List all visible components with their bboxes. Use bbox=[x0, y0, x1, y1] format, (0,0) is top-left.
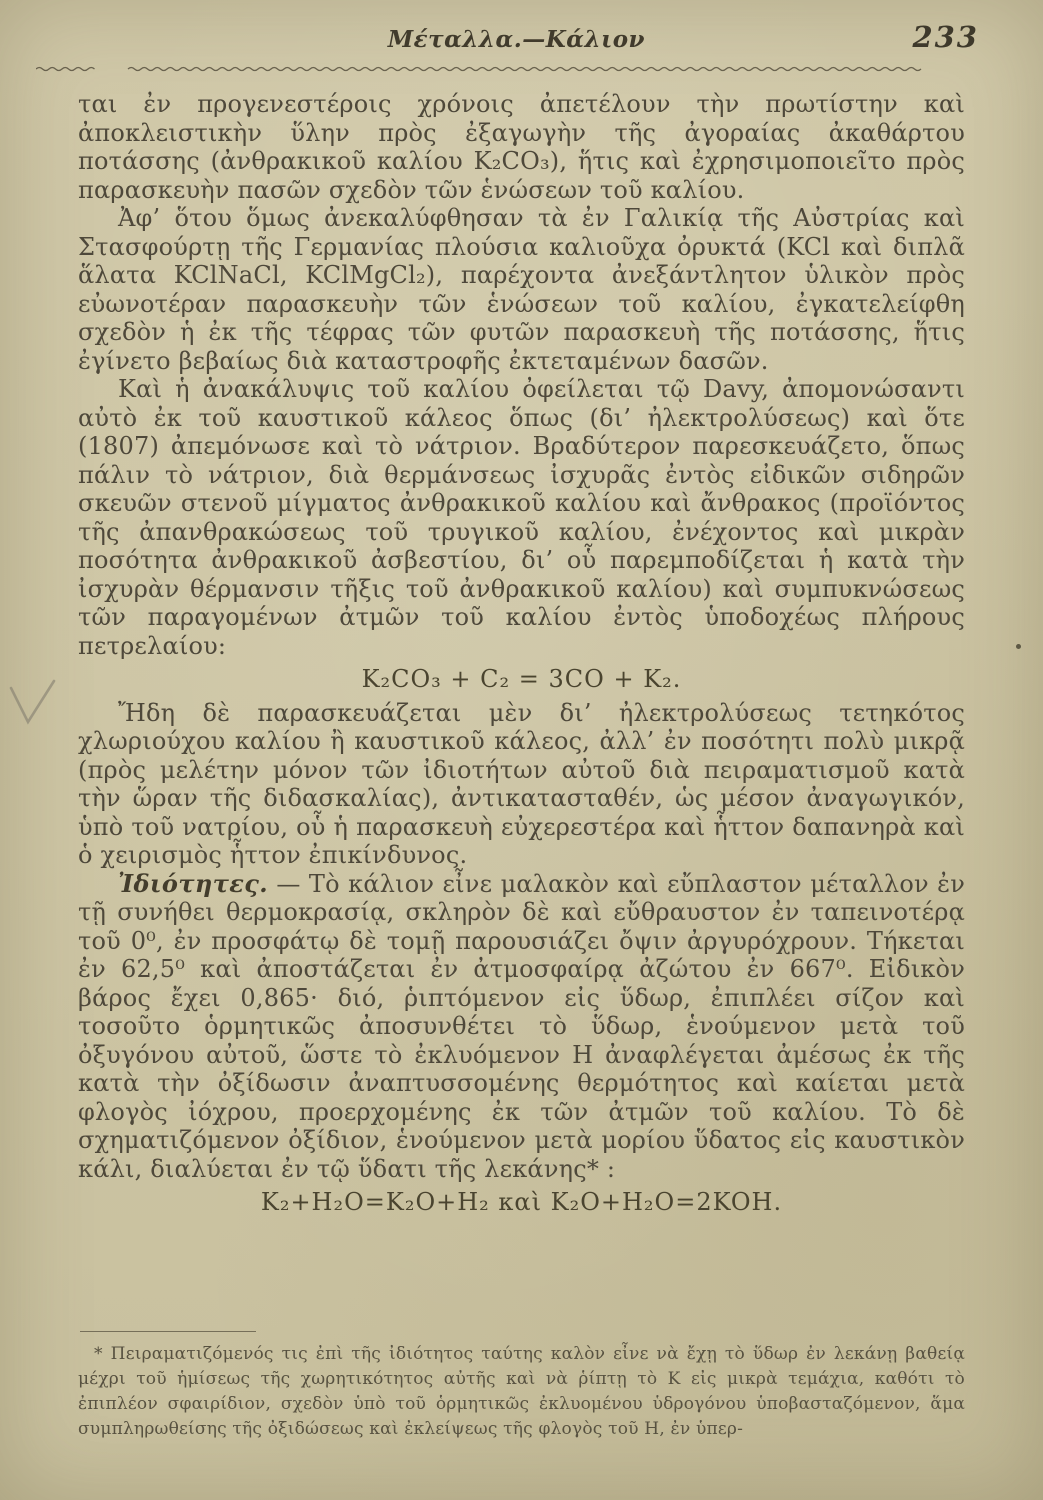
page-header bbox=[78, 20, 979, 62]
paragraph-discovery-minerals: Ἀφ’ ὅτου ὅμως ἀνεκαλύφθησαν τὰ ἐν Γαλικίᾳ τῆς Αὐστρίας καὶ Στασφούρτῃ τῆς Γερμανίας πλούσια καλιοῦχα ὀρυκτά (KCl καὶ διπλᾶ ἅλατα KClNaCl, KClMgCl₂), παρέχοντα ἀνεξάντλητον ὑλικὸν πρὸς εὐωνοτέραν παρασκευὴν τῶν ἑνώσεων τοῦ καλίου, ἐγκατελείφθη σχεδὸν ἡ ἐκ τῆς τέφρας τῶν φυτῶν παρασκευὴ τῆς ποτάσσης, ἥτις ἐγίνετο βεβαίως διὰ καταστροφῆς ἐκτεταμένων δασῶν. bbox=[78, 204, 965, 375]
header-divider-row bbox=[36, 62, 965, 76]
wavy-divider-long-segment bbox=[128, 68, 921, 71]
footnote-text: * Πειραματιζόμενός τις ἐπὶ τῆς ἰδιότητος ταύτης καλὸν εἶνε νὰ ἔχῃ τὸ ὕδωρ ἐν λεκάνῃ βαθείᾳ μέχρι τοῦ ἡμίσεως τῆς χωρητικότητος αὐτῆς καὶ νὰ ῥίπτῃ τὸ K εἰς μικρὰ τεμάχια, καθότι τὸ ἐπιπλέον σφαιρίδιον, σχεδὸν ὑπὸ τοῦ ὁρμητικῶς ἐκλυομένου ὑδρογόνου ὑποβασταζόμενον, ἅμα συμπληρωθείσης τῆς ὀξιδώσεως καὶ ἐκλείψεως τῆς φλογὸς τοῦ H, ἐν ὑπερ- bbox=[78, 1344, 965, 1439]
wavy-divider bbox=[36, 65, 926, 77]
paragraph-lead-word: Ἰδιότητες. bbox=[118, 868, 269, 898]
paragraph-properties bbox=[78, 870, 965, 1184]
paragraph-davy-discovery: Καὶ ἡ ἀνακάλυψις τοῦ καλίου ὀφείλεται τῷ Davy, ἀπομονώσαντι αὐτὸ ἐκ τοῦ καυστικοῦ κάλεος ὅπως (δι’ ἠλεκτρολύσεως) καὶ ὅτε (1807) ἀπεμόνωσε καὶ τὸ νάτριον. Βραδύτερον παρεσκευάζετο, ὅπως πάλιν τὸ νάτριον, διὰ θερμάνσεως ἰσχυρᾶς ἐντὸς εἰδικῶν σιδηρῶν σκευῶν στενοῦ μίγματος ἀνθρακικοῦ καλίου καὶ ἄνθρακος (προϊόντος τῆς ἀπανθρακώσεως τοῦ τρυγικοῦ καλίου, ἐνέχοντος καὶ μικρὰν ποσότητα ἀνθρακικοῦ ἀσβεστίου, δι’ οὗ παρεμποδίζεται ἡ κατὰ τὴν ἰσχυρὰν θέρμανσιν τῆξις τοῦ ἀνθρακικοῦ καλίου) καὶ συμπυκνώσεως τῶν παραγομένων ἀτμῶν τοῦ καλίου ἐντὸς ὑποδοχέως πλήρους πετρελαίου: bbox=[78, 375, 965, 660]
page-number: 233 bbox=[912, 20, 979, 54]
wavy-divider-short-segment bbox=[36, 68, 95, 71]
ink-speck bbox=[1016, 644, 1021, 649]
paragraph-properties-text: — Τὸ κάλιον εἶνε μαλακὸν καὶ εὔπλαστον μέταλλον ἐν τῇ συνήθει θερμοκρασίᾳ, σκληρὸν δὲ καὶ εὔθραυστον ἐν ταπεινοτέρᾳ τοῦ 0⁰, ἐν προσφάτῳ δὲ τομῇ παρουσιάζει ὄψιν ἀργυρόχρουν. Τήκεται ἐν 62,5⁰ καὶ ἀποστάζεται ἐν ἀτμοσφαίρᾳ ἀζώτου ἐν 667⁰. Εἰδικὸν βάρος ἔχει 0,865· διό, ῥιπτόμενον εἰς ὕδωρ, ἐπιπλέει σίζον καὶ τοσοῦτο ὁρμητικῶς ἀποσυνθέτει τὸ ὕδωρ, ἑνούμενον μετὰ τοῦ ὀξυγόνου αὐτοῦ, ὥστε τὸ ἐκλυόμενον H ἀναφλέγεται ἀμέσως ἐκ τῆς κατὰ τὴν ὀξίδωσιν ἀναπτυσσομένης θερμότητος καὶ καίεται μετὰ φλογὸς ἰόχρου, προερχομένης ἐκ τῶν ἀτμῶν τοῦ καλίου. Τὸ δὲ σχηματιζόμενον ὀξίδιον, ἑνούμενον μετὰ μορίου ὕδατος εἰς καυστικὸν κάλι, διαλύεται ἐν τῷ ὕδατι τῆς λεκάνης* : bbox=[78, 869, 965, 1183]
running-title: Μέταλλα.—Κάλιον bbox=[387, 26, 646, 53]
footnote-divider bbox=[80, 1331, 256, 1332]
page-body-text bbox=[78, 90, 965, 1222]
chemical-formula-water-reaction: K₂+H₂O=K₂O+H₂ καὶ K₂O+H₂O=2KOH. bbox=[260, 1188, 783, 1216]
paragraph-continuation: ται ἐν προγενεστέροις χρόνοις ἀπετέλουν τὴν πρωτίστην καὶ ἀποκλειστικὴν ὕλην πρὸς ἐξαγωγὴν τῆς ἀγοραίας ἀκαθάρτου ποτάσσης (ἀνθρακικοῦ καλίου K₂CO₃), ἥτις καὶ ἐχρησιμοποιεῖτο πρὸς παρασκευὴν πασῶν σχεδὸν τῶν ἑνώσεων τοῦ καλίου. bbox=[78, 90, 965, 204]
chemical-formula-carbonate-reduction: K₂CO₃ + C₂ = 3CO + K₂. bbox=[361, 665, 682, 693]
pencil-checkmark-icon bbox=[6, 676, 60, 730]
paragraph-modern-preparation: Ἤδη δὲ παρασκευάζεται μὲν δι’ ἠλεκτρολύσεως τετηκότος χλωριούχου καλίου ἢ καυστικοῦ κάλεος, ἀλλ’ ἐν ποσότητι πολὺ μικρᾷ (πρὸς μελέτην μόνον τῶν ἰδιοτήτων αὐτοῦ διὰ πειραματισμοῦ κατὰ τὴν ὥραν τῆς διδασκαλίας), ἀντικατασταθέν, ὡς μέσον ἀναγωγικόν, ὑπὸ τοῦ νατρίου, οὗ ἡ παρασκευὴ εὐχερεστέρα καὶ ἧττον δαπανηρὰ καὶ ὁ χειρισμὸς ἧττον ἐπικίνδυνος. bbox=[78, 698, 965, 869]
footnote-section bbox=[78, 1331, 965, 1500]
